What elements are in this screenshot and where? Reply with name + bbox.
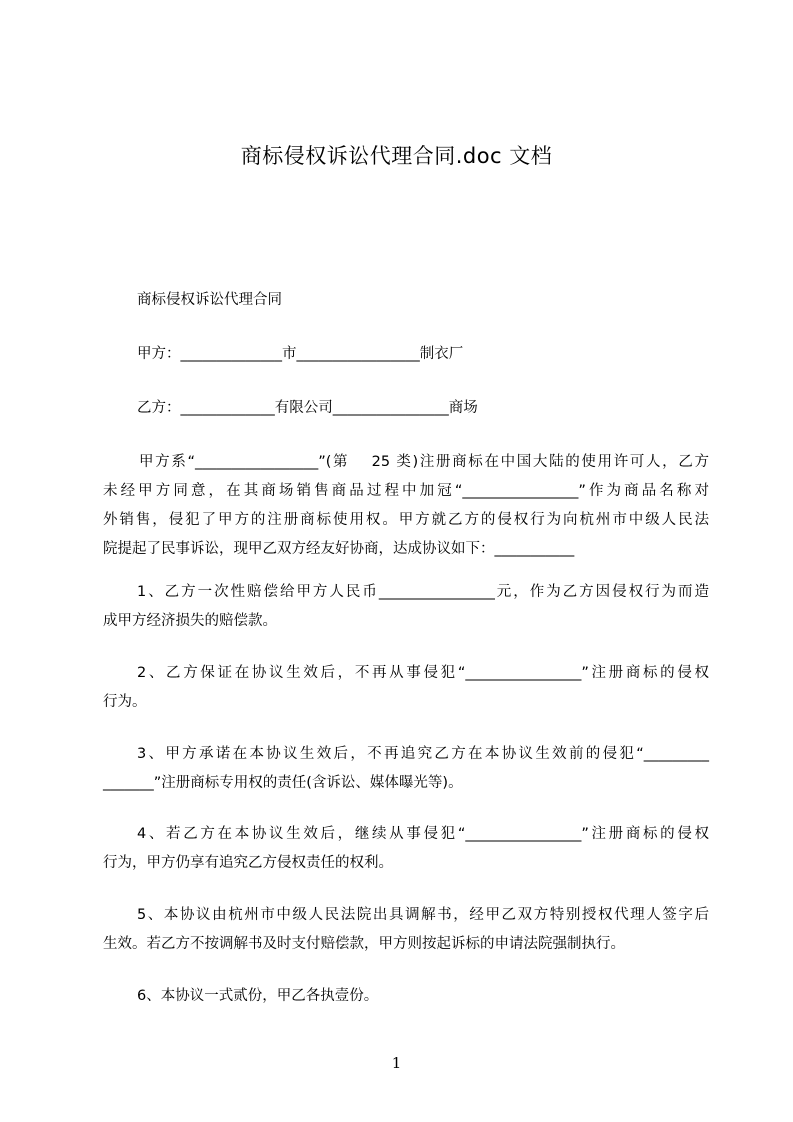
clause-line: 6、本协议一式贰份，甲乙各执壹份。 xyxy=(137,988,379,1004)
clause-line: 行为，甲方仍享有追究乙方侵权责任的权利。 xyxy=(103,855,393,871)
contract-subtitle xyxy=(103,286,709,315)
clause-line: 成甲方经济损失的赔偿款。 xyxy=(103,613,277,629)
clause-line: _______”注册商标专用权的责任(含诉讼、媒体曝光等)。 xyxy=(103,775,463,791)
clause-3 xyxy=(103,740,709,798)
clause-2 xyxy=(103,659,709,717)
intro-line: 院提起了民事诉讼，现甲乙双方经友好协商，达成协议如下：___________ xyxy=(103,541,575,557)
intro-line: 未经甲方同意，在其商场销售商品过程中加冠“________________”作为商品名称对 xyxy=(103,483,709,499)
party-a-text: 甲方：______________市_________________制衣厂 xyxy=(137,346,464,362)
document-title: 商标侵权诉讼代理合同.doc 文档 xyxy=(240,144,553,168)
contract-subtitle-text: 商标侵权诉讼代理合同 xyxy=(137,292,282,308)
intro-paragraph xyxy=(103,448,709,564)
party-b-text: 乙方：_____________有限公司________________商场 xyxy=(137,400,478,416)
clause-line: 生效。若乙方不按调解书及时支付赔偿款，甲方则按起诉标的申请法院强制执行。 xyxy=(103,936,625,952)
party-b-line xyxy=(103,394,709,423)
clause-line: 2、乙方保证在协议生效后，不再从事侵犯“________________”注册商标的侵权 xyxy=(137,665,709,681)
clause-5 xyxy=(103,901,709,959)
intro-line: 外销售，侵犯了甲方的注册商标使用权。甲方就乙方的侵权行为向杭州市中级人民法 xyxy=(103,512,709,528)
page-number: 1 xyxy=(391,1054,402,1072)
clause-4 xyxy=(103,820,709,878)
clause-line: 4、若乙方在本协议生效后，继续从事侵犯“________________”注册商标的侵权 xyxy=(137,826,709,842)
clause-6 xyxy=(103,982,709,1011)
clause-line: 5、本协议由杭州市中级人民法院出具调解书，经甲乙双方特别授权代理人签字后 xyxy=(137,907,709,923)
clause-line: 3、甲方承诺在本协议生效后，不再追究乙方在本协议生效前的侵犯“_________ xyxy=(137,746,709,762)
intro-line: 甲方系“_________________”(第 25 类)注册商标在中国大陆的使用许可人，乙方 xyxy=(139,454,709,470)
clause-line: 行为。 xyxy=(103,694,147,710)
clause-line: 1、乙方一次性赔偿给甲方人民币________________元，作为乙方因侵权行为而造 xyxy=(137,584,709,600)
clause-1 xyxy=(103,578,709,636)
party-a-line xyxy=(103,340,709,369)
